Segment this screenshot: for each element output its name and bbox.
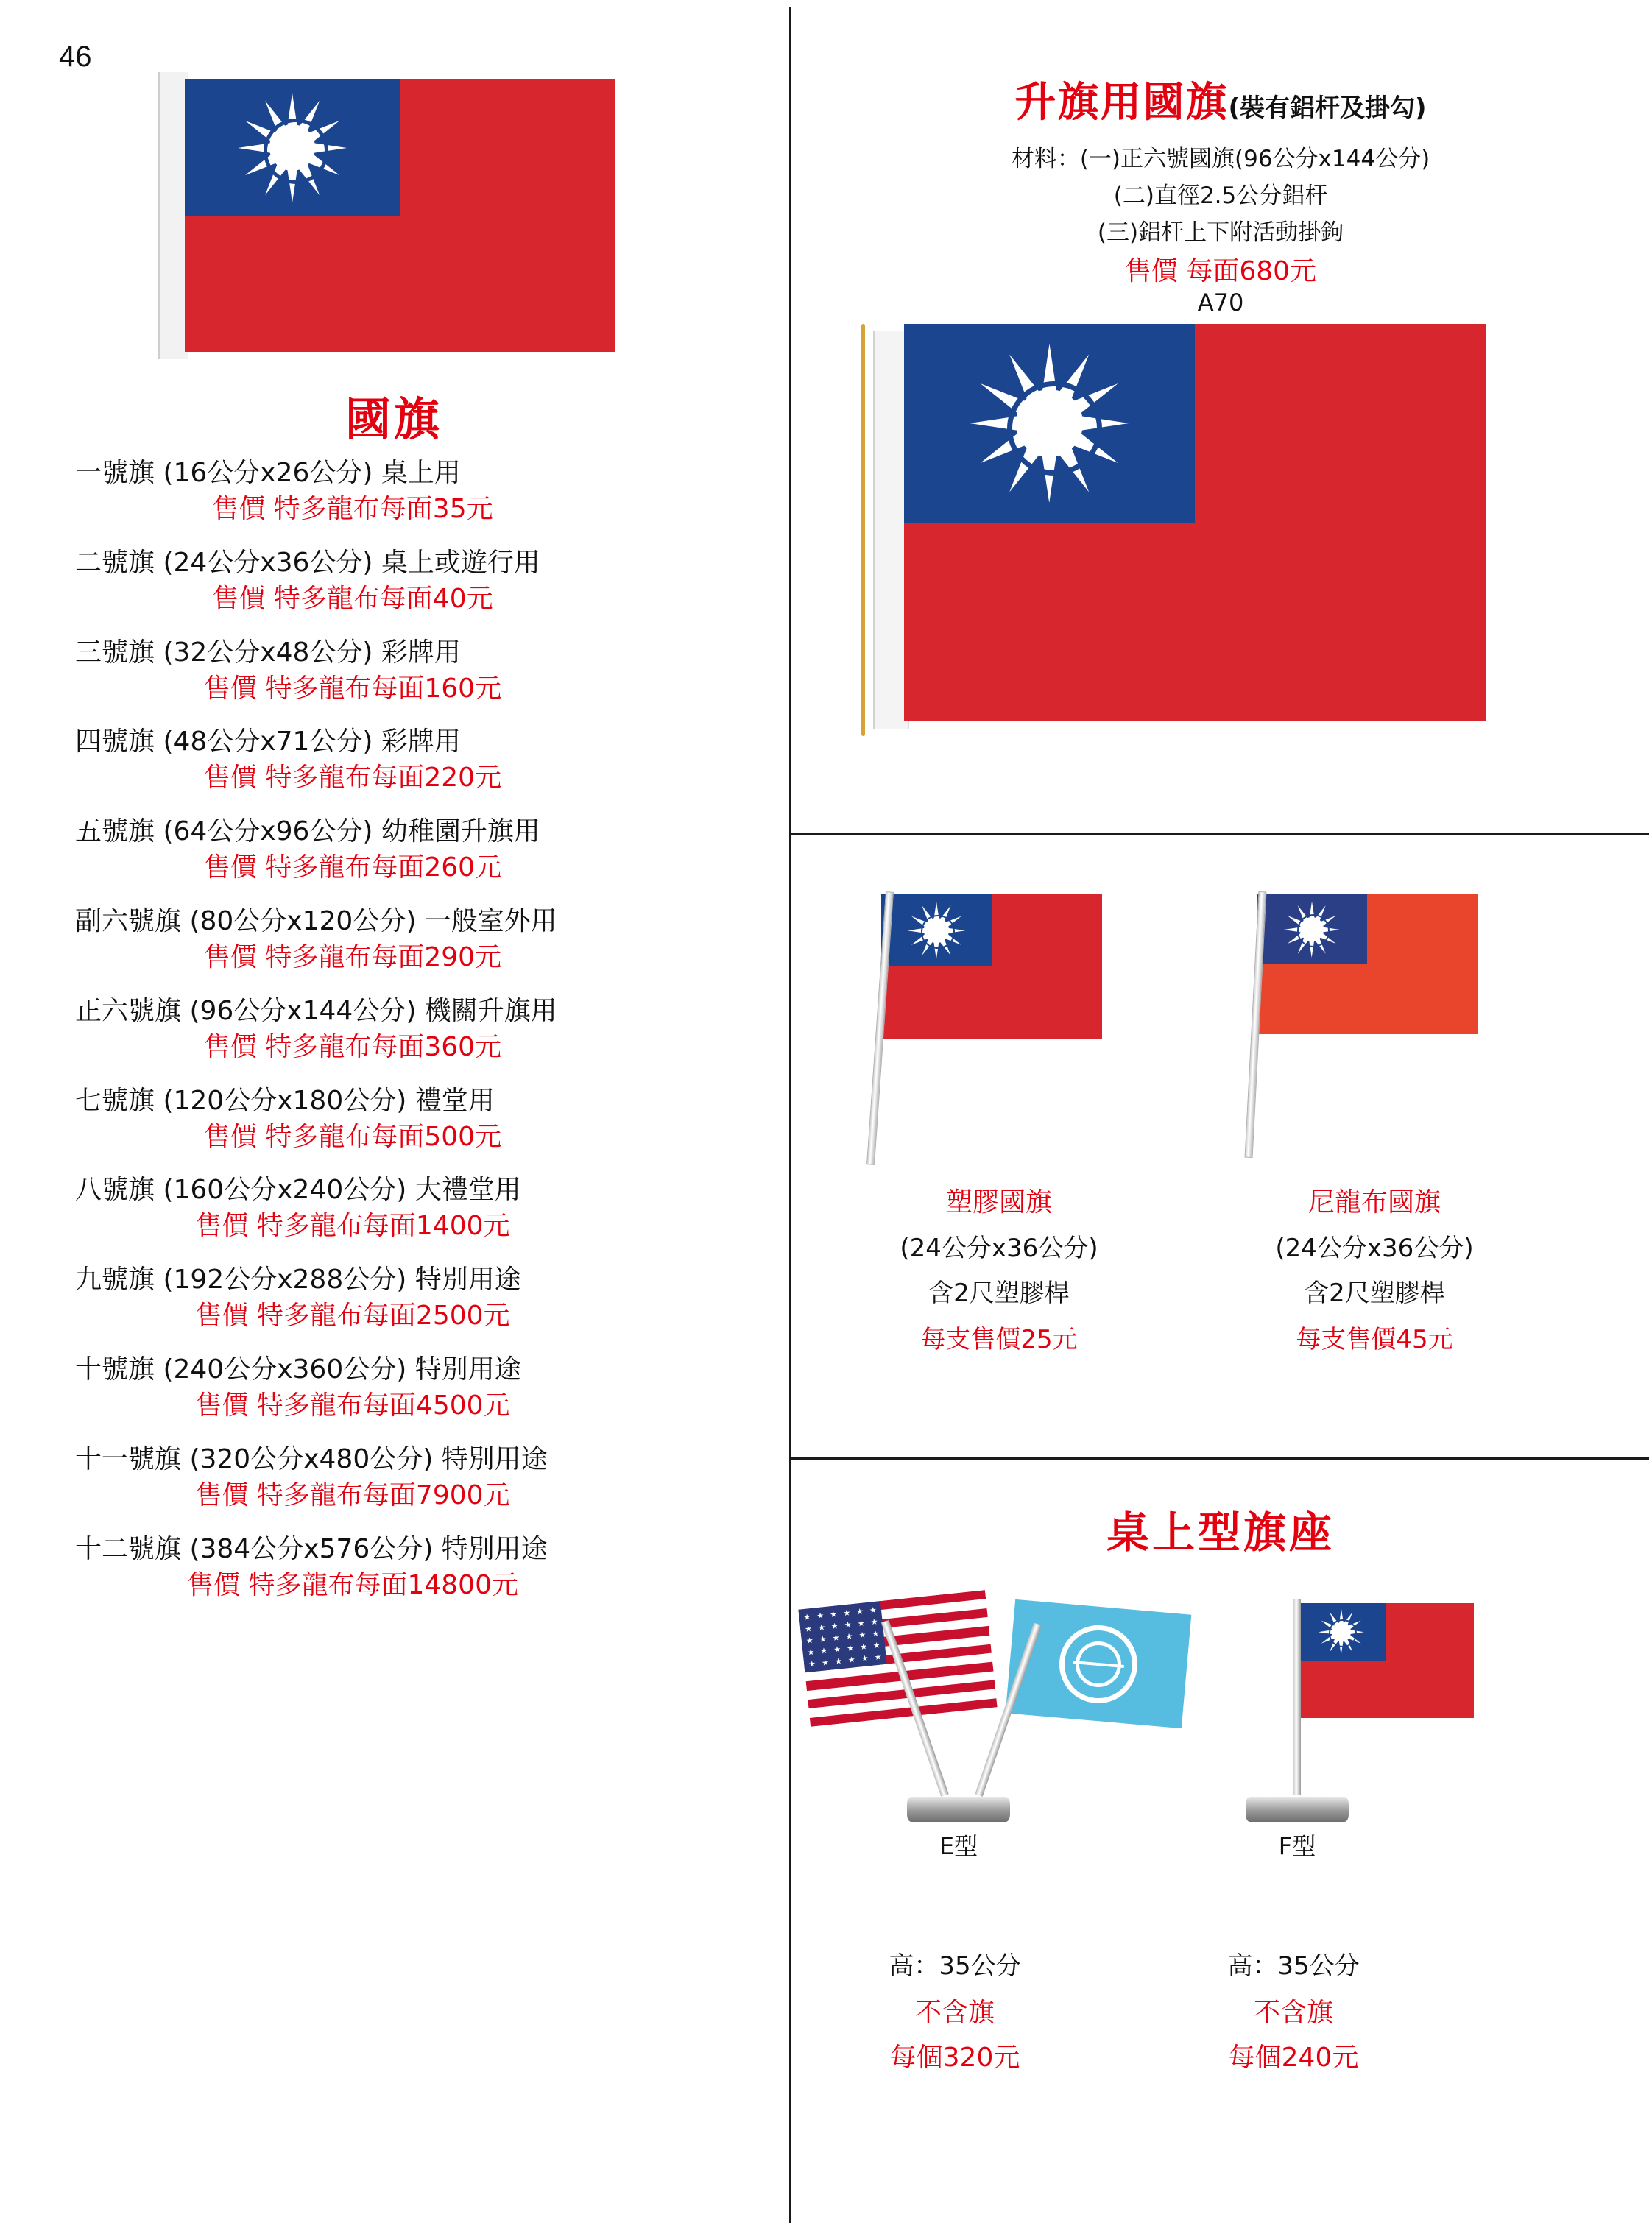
nylon-flag-size: (24公分x36公分) (1275, 1234, 1474, 1263)
plastic-flag-pole: 含2尺塑膠桿 (928, 1279, 1070, 1308)
us-flag-star: ★ (871, 1628, 880, 1639)
flag-hoist-sleeve (158, 72, 188, 359)
flag-size-price: 售價 特多龍布每面290元 (203, 941, 502, 972)
flag-size-label (7, 994, 75, 1028)
flag-size-item (0, 905, 788, 975)
flag-size-price: 售價 特多龍布每面7900元 (195, 1480, 510, 1510)
us-flag-star: ★ (830, 1621, 839, 1632)
flag-size-description (7, 546, 788, 579)
flag-size-description (7, 456, 788, 489)
us-flag-star: ★ (802, 1612, 812, 1623)
flag-size-desc-text: 十一號旗 (320公分x480公分) 特別用途 (75, 1443, 548, 1474)
nylon-flag-image (1216, 880, 1533, 1174)
us-flag-star: ★ (859, 1641, 868, 1652)
us-flag-star: ★ (831, 1633, 841, 1644)
sun-ring (1297, 914, 1330, 947)
stand-price-f: 每個240元 (1228, 2043, 1359, 2073)
flag-size-price: 售價 特多龍布每面260元 (203, 852, 502, 883)
plastic-flag-name: 塑膠國旗 (945, 1187, 1052, 1217)
flag-size-price: 售價 特多龍布每面1400元 (195, 1211, 510, 1242)
us-flag-star: ★ (808, 1658, 816, 1669)
stand-height-e: 高：35公分 (889, 1951, 1021, 1981)
us-flag-star: ★ (847, 1655, 856, 1666)
flag-size-desc-text: 副六號旗 (80公分x120公分) 一般室外用 (75, 905, 557, 936)
flag-canton (881, 894, 992, 966)
raising-flag-title (789, 70, 1652, 129)
plastic-flag-size: (24公分x36公分) (900, 1234, 1098, 1263)
nylon-flag-item (1216, 880, 1533, 1355)
raising-flag-image (854, 324, 1487, 736)
flag-size-price: 售價 特多龍布每面160元 (203, 673, 502, 704)
raising-flag-title-sub: (裝有鋁杆及掛勾) (1228, 93, 1427, 123)
flag-size-item (0, 1084, 788, 1155)
us-flag-star: ★ (834, 1655, 843, 1666)
flag-size-description (7, 1173, 788, 1206)
material-line-3: (三)鋁杆上下附活動掛鉤 (1097, 219, 1344, 246)
flag-size-desc-text: 正六號旗 (96公分x144公分) 機關升旗用 (75, 995, 557, 1026)
roc-flag-graphic-stand (1297, 1603, 1474, 1718)
plastic-flag-image (841, 880, 1157, 1174)
flag-size-item (0, 1443, 788, 1513)
flag-size-desc-text: 四號旗 (48公分x71公分) 彩牌用 (75, 727, 461, 757)
us-flag-star: ★ (858, 1630, 866, 1641)
stand-model-e: E型 (939, 1832, 978, 1860)
flag-size-label (7, 456, 75, 489)
flag-size-item (0, 994, 788, 1065)
desk-stand-image (789, 1577, 1652, 1909)
flag-size-item (0, 1263, 788, 1334)
flag-size-label (7, 815, 75, 848)
us-flag-star: ★ (861, 1653, 869, 1664)
us-flag-star: ★ (874, 1652, 883, 1663)
nylon-flag-pole: 含2尺塑膠桿 (1304, 1279, 1445, 1308)
material-line-2: (二)直徑2.5公分鋁杆 (1113, 183, 1328, 209)
flag-size-description (7, 1084, 788, 1117)
flag-size-price: 售價 特多龍布每面14800元 (187, 1569, 518, 1600)
flag-size-price: 售價 特多龍布每面40元 (212, 583, 493, 614)
hand-flag-panel (789, 835, 1652, 1457)
flag-size-description (7, 1443, 788, 1476)
flag-size-price: 售價 特多龍布每面220元 (203, 763, 502, 793)
stand-base-f (1246, 1797, 1349, 1822)
us-flag-star: ★ (821, 1657, 830, 1668)
plastic-flag-price: 每支售價25元 (920, 1325, 1078, 1354)
stand-rod-f (1293, 1599, 1301, 1795)
left-column (0, 0, 788, 2234)
flag-size-item (0, 1353, 788, 1424)
sun-ring (1007, 381, 1102, 476)
us-flag-canton (798, 1601, 886, 1672)
sun-ring (1329, 1619, 1356, 1647)
us-flag-star: ★ (855, 1606, 864, 1617)
us-flag-star: ★ (833, 1644, 841, 1655)
us-flag-star: ★ (829, 1609, 838, 1620)
flag-size-item (0, 636, 788, 707)
us-flag-star: ★ (844, 1631, 854, 1642)
national-flag-image (158, 72, 615, 359)
stand-note-e: 不含旗 (914, 1998, 995, 2028)
flag-size-item (0, 815, 788, 886)
flag-size-label (7, 905, 75, 938)
roc-flag-graphic (185, 79, 615, 352)
un-emblem-icon (1056, 1622, 1141, 1706)
us-flag-star: ★ (844, 1619, 853, 1630)
flag-size-item (0, 1173, 788, 1244)
us-flag-star: ★ (817, 1622, 826, 1633)
flag-size-desc-text: 九號旗 (192公分x288公分) 特別用途 (75, 1265, 521, 1295)
flag-canton (904, 324, 1195, 523)
stand-info-e (833, 1945, 1076, 2074)
us-flag-star: ★ (842, 1608, 851, 1619)
stand-price-e: 每個320元 (889, 2043, 1020, 2073)
roc-flag-graphic-small-a (881, 894, 1102, 1039)
flag-size-desc-text: 三號旗 (32公分x48公分) 彩牌用 (75, 637, 461, 668)
flag-size-description (7, 725, 788, 758)
flag-canton (185, 79, 400, 216)
flag-size-description (7, 1533, 788, 1566)
us-flag-star: ★ (816, 1611, 825, 1622)
flag-size-item (0, 456, 788, 527)
page-number: 46 (59, 40, 92, 73)
flag-rope (854, 324, 873, 736)
flag-canton (1297, 1603, 1386, 1661)
flag-size-price: 售價 特多龍布每面500元 (203, 1121, 502, 1152)
flag-size-label (7, 1533, 75, 1566)
nylon-flag-name: 尼龍布國旗 (1307, 1187, 1441, 1217)
stand-base-e (907, 1797, 1010, 1822)
us-flag-star: ★ (804, 1623, 813, 1634)
plastic-flag-item (841, 880, 1157, 1355)
stand-model-f: F型 (1278, 1832, 1316, 1860)
flag-size-item (0, 546, 788, 617)
flag-size-description (7, 636, 788, 669)
desk-flag-stand-panel (789, 1460, 1652, 2234)
us-flag-star: ★ (819, 1645, 828, 1656)
us-flag-star: ★ (870, 1616, 879, 1627)
desk-stand-title: 桌上型旗座 (1106, 1507, 1335, 1558)
section-title-national-flag: 國旗 (345, 392, 442, 446)
roc-flag-graphic-large (904, 324, 1486, 721)
flag-size-price: 售價 特多龍布每面2500元 (195, 1301, 510, 1332)
flag-size-description (7, 815, 788, 848)
us-flag-star: ★ (846, 1643, 855, 1654)
flag-size-price: 售價 特多龍布每面4500元 (195, 1390, 510, 1421)
flag-size-label (7, 1084, 75, 1117)
raising-flag-price: 售價 每面680元 (1124, 256, 1317, 286)
flag-size-description (7, 905, 788, 938)
nylon-flag-price: 每支售價45元 (1296, 1325, 1453, 1354)
material-line-1: 材料：(一)正六號國旗(96公分x144公分) (1011, 146, 1430, 172)
flag-size-desc-text: 二號旗 (24公分x36公分) 桌上或遊行用 (75, 547, 540, 578)
raising-flag-code: A70 (1197, 289, 1244, 317)
flag-size-desc-text: 十號旗 (240公分x360公分) 特別用途 (75, 1354, 521, 1385)
us-flag-star: ★ (806, 1647, 816, 1658)
sun-ring (921, 915, 955, 949)
flag-size-desc-text: 五號旗 (64公分x96公分) 幼稚園升旗用 (75, 816, 540, 847)
flag-size-label (7, 1173, 75, 1206)
stand-info-f (1172, 1945, 1415, 2074)
us-flag-star: ★ (872, 1640, 881, 1651)
flag-size-description (7, 1353, 788, 1386)
flag-size-item (0, 1533, 788, 1603)
flag-size-label (7, 1353, 75, 1386)
roc-flag-graphic-small-b (1257, 894, 1478, 1034)
us-flag-star: ★ (857, 1618, 866, 1629)
us-flag-star: ★ (869, 1605, 878, 1616)
flag-size-desc-text: 八號旗 (160公分x240公分) 大禮堂用 (75, 1175, 521, 1206)
flag-size-price: 售價 特多龍布每面35元 (212, 494, 493, 524)
flag-size-label (7, 1263, 75, 1296)
flag-size-desc-text: 一號旗 (16公分x26公分) 桌上用 (75, 458, 461, 488)
flag-canton (1257, 894, 1367, 964)
flag-size-label (7, 636, 75, 669)
flag-size-item (0, 725, 788, 796)
flag-size-price: 售價 特多龍布每面360元 (203, 1031, 502, 1062)
us-flag-star: ★ (805, 1635, 814, 1646)
flag-size-desc-text: 十二號旗 (384公分x576公分) 特別用途 (75, 1533, 548, 1564)
flag-size-label (7, 1443, 75, 1476)
flag-size-label (7, 546, 75, 579)
stand-height-f: 高：35公分 (1227, 1951, 1360, 1981)
flag-size-list (0, 456, 788, 1622)
sun-ring (264, 119, 329, 184)
us-flag-star: ★ (819, 1634, 827, 1644)
raising-flag-title-main: 升旗用國旗 (1014, 79, 1229, 127)
stand-note-f: 不含旗 (1253, 1998, 1333, 2028)
flag-size-desc-text: 七號旗 (120公分x180公分) 禮堂用 (75, 1085, 495, 1116)
un-flag-graphic (1006, 1599, 1192, 1728)
flag-size-description (7, 1263, 788, 1296)
flag-size-description (7, 994, 788, 1028)
flag-size-label (7, 725, 75, 758)
